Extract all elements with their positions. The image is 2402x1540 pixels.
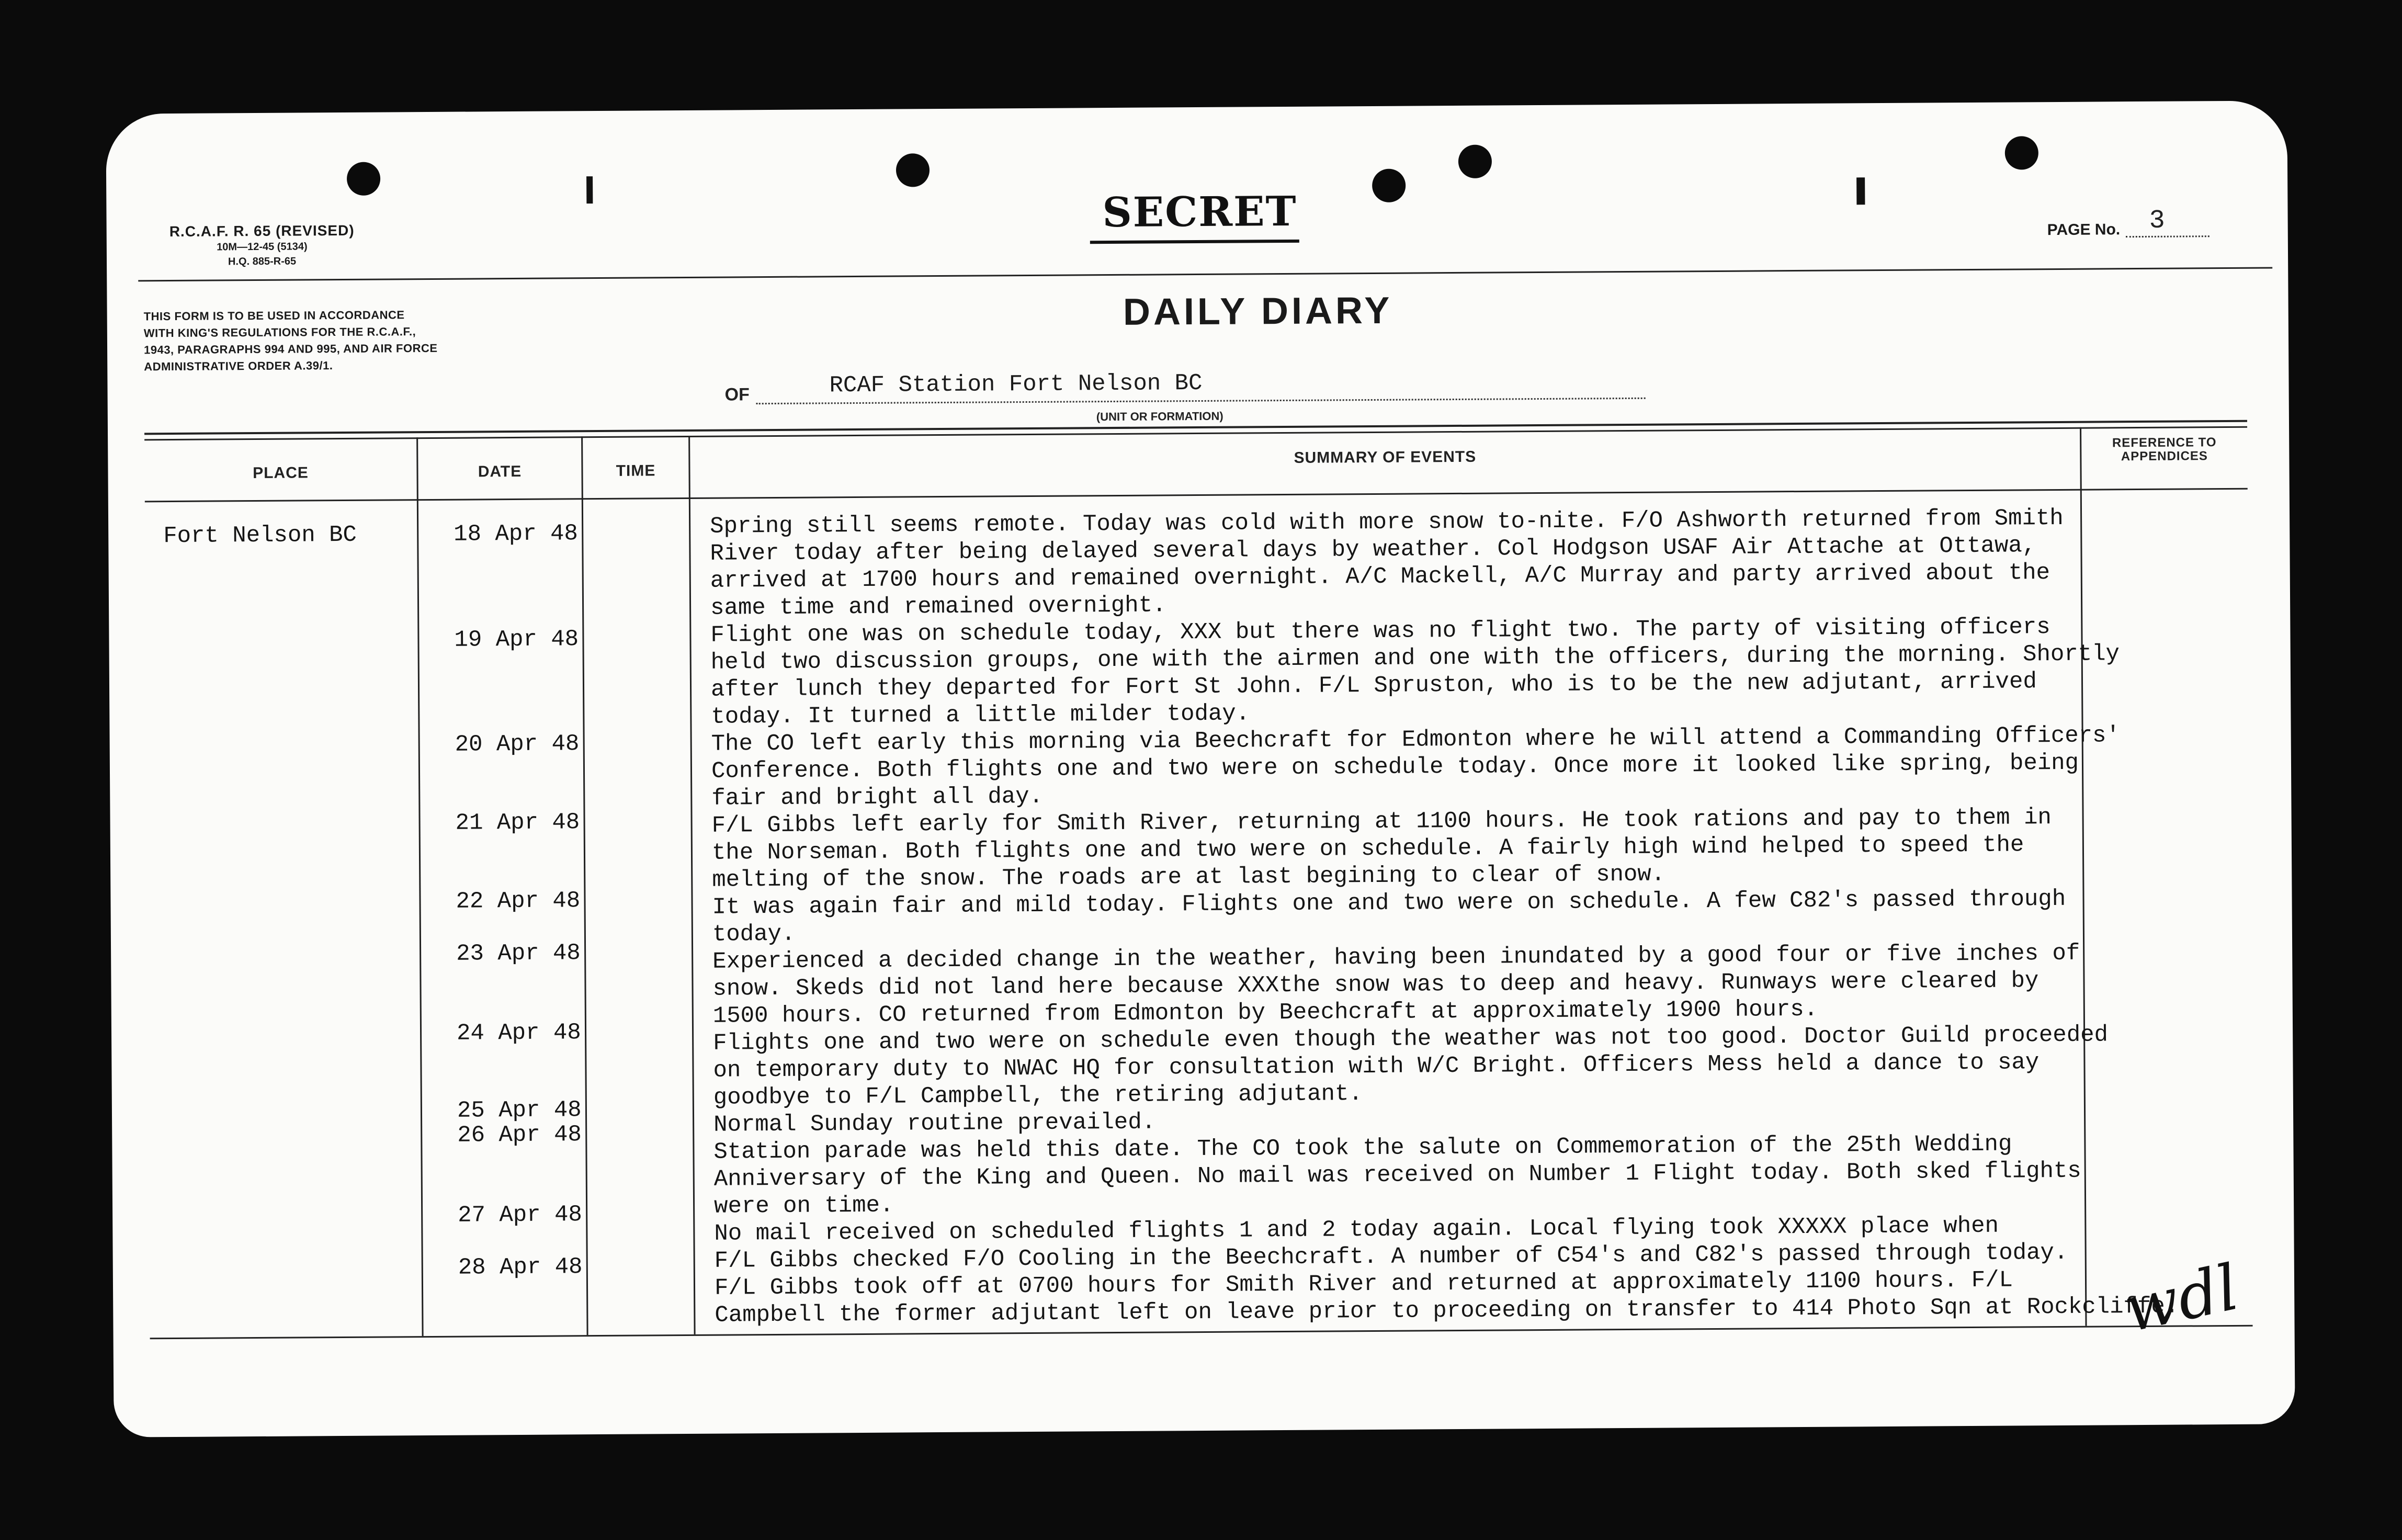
- date-cell: 25 Apr 48: [457, 1097, 582, 1124]
- binder-mark: [586, 176, 593, 203]
- summary-line: on temporary duty to NWAC HQ for consultation with W/C Bright. Officers Mess held a dance to say: [713, 1049, 2040, 1084]
- regulations-line: WITH KING'S REGULATIONS FOR THE R.C.A.F.,: [143, 325, 416, 340]
- date-cell: 18 Apr 48: [454, 520, 579, 548]
- date-cell: 19 Apr 48: [454, 626, 579, 653]
- column-header-reference-line: APPENDICES: [2121, 449, 2208, 464]
- diary-title: DAILY DIARY: [1123, 289, 1393, 333]
- column-separator: [416, 437, 423, 1336]
- regulations-line: ADMINISTRATIVE ORDER A.39/1.: [144, 359, 333, 373]
- summary-line: Flights one and two were on schedule even though the weather was not too good. Doctor Guild proceeded: [713, 1022, 2109, 1057]
- regulations-note: [144, 306, 542, 376]
- summary-line: 1500 hours. CO returned from Edmonton by Beechcraft at approximately 1900 hours.: [712, 996, 1818, 1029]
- column-header-place: PLACE: [253, 464, 309, 482]
- date-cell: 24 Apr 48: [456, 1020, 581, 1047]
- column-header-reference: [2081, 436, 2247, 464]
- summary-line: F/L Gibbs checked F/O Cooling in the Beechcraft. A number of C54's and C82's passed through today.: [714, 1239, 2068, 1274]
- summary-line: snow. Skeds did not land here because XXXthe snow was to deep and heavy. Runways were cleared by: [712, 968, 2039, 1002]
- regulations-line: 1943, PARAGRAPHS 994 AND 995, AND AIR FORCE: [143, 341, 438, 357]
- date-cell: 20 Apr 48: [455, 731, 580, 758]
- handwritten-initials: wdl: [2117, 1251, 2245, 1347]
- unit-name: RCAF Station Fort Nelson BC: [829, 370, 1203, 399]
- header-rule: [138, 267, 2272, 281]
- form-code: [157, 222, 367, 269]
- date-cell: 23 Apr 48: [456, 940, 581, 967]
- summary-line: Spring still seems remote. Today was cold with more snow to-nite. F/O Ashworth returned from Smith: [709, 505, 2064, 540]
- column-separator: [581, 436, 588, 1335]
- punch-hole: [1372, 169, 1406, 202]
- summary-line: F/L Gibbs took off at 0700 hours for Smith River and returned at approximately 1100 hours. F/L: [714, 1267, 2013, 1301]
- binder-mark: [1856, 177, 1865, 205]
- summary-line: River today after being delayed several days by weather. Col Hodgson USAF Air Attache at Ottawa,: [710, 533, 2036, 567]
- summary-line: Conference. Both flights one and two were on schedule today. Once more it looked like spring, being: [711, 750, 2079, 785]
- form-code-line: R.C.A.F. R. 65 (REVISED): [169, 222, 355, 240]
- summary-line: Campbell the former adjutant left on leave prior to proceeding on transfer to 414 Photo Sqn at Rockcliffe.: [715, 1293, 2179, 1329]
- punch-hole: [347, 162, 380, 196]
- form-code-line: 10M—12-45 (5134): [217, 241, 308, 253]
- table-bottom-rule: [150, 1325, 2253, 1340]
- regulations-line: THIS FORM IS TO BE USED IN ACCORDANCE: [143, 308, 405, 323]
- page-number-value: 3: [2149, 206, 2165, 236]
- summary-line: Flight one was on schedule today, XXX but there was no flight two. The party of visiting officers: [710, 614, 2050, 649]
- summary-line: Anniversary of the King and Queen. No mail was received on Number 1 Flight today. Both sked flights: [713, 1158, 2081, 1193]
- summary-line: F/L Gibbs left early for Smith River, returning at 1100 hours. He took rations and pay to them in: [711, 805, 2052, 839]
- summary-line: held two discussion groups, one with the airmen and one with the officers, during the morning. Shortly: [710, 641, 2120, 676]
- summary-line: Normal Sunday routine prevailed.: [713, 1109, 1156, 1138]
- place-cell: Fort Nelson BC: [163, 522, 357, 550]
- page-number-line: [2126, 235, 2210, 237]
- punch-hole: [896, 153, 930, 187]
- diary-form-card: [106, 100, 2295, 1437]
- summary-line: after lunch they departed for Fort St John. F/L Spruston, who is to be the new adjutant, arrived: [710, 669, 2037, 703]
- column-header-reference-line: REFERENCE TO: [2112, 435, 2217, 450]
- summary-line: The CO left early this morning via Beechcraft for Edmonton where he will attend a Commanding Officers': [711, 722, 2121, 757]
- classification-underline: [1090, 240, 1299, 244]
- summary-line: today. It turned a little milder today.: [711, 700, 1250, 730]
- summary-line: same time and remained overnight.: [710, 592, 1166, 621]
- page-number-label: PAGE No.: [2047, 221, 2121, 239]
- summary-line: today.: [712, 921, 796, 948]
- form-code-line: H.Q. 885-R-65: [228, 255, 297, 268]
- summary-line: goodbye to F/L Campbell, the retiring adjutant.: [713, 1081, 1363, 1111]
- summary-line: No mail received on scheduled flights 1 and 2 today again. Local flying took XXXXX place when: [714, 1213, 1999, 1247]
- date-cell: 28 Apr 48: [458, 1254, 583, 1281]
- classification-stamp: SECRET: [1102, 187, 1297, 237]
- column-header-summary: SUMMARY OF EVENTS: [1294, 448, 1477, 467]
- summary-line: were on time.: [713, 1192, 894, 1220]
- summary-line: Station parade was held this date. The CO took the salute on Commemoration of the 25th Wedding: [713, 1131, 2012, 1165]
- summary-of-events: [710, 504, 2179, 1329]
- date-cell: 21 Apr 48: [455, 809, 580, 836]
- date-cell: 26 Apr 48: [457, 1122, 582, 1149]
- summary-line: melting of the snow. The roads are at last begining to clear of snow.: [712, 861, 1665, 893]
- summary-line: Experienced a decided change in the weather, having been inundated by a good four or five inches of: [712, 940, 2080, 975]
- unit-caption: (UNIT OR FORMATION): [1096, 409, 1223, 424]
- column-header-time: TIME: [616, 462, 656, 480]
- unit-of-label: OF: [724, 384, 750, 405]
- column-separator: [688, 436, 695, 1334]
- unit-dotted-line: [756, 398, 1646, 404]
- punch-hole: [1458, 145, 1492, 178]
- summary-line: It was again fair and mild today. Flights one and two were on schedule. A few C82's passed through: [712, 886, 2066, 921]
- date-cell: 22 Apr 48: [456, 888, 581, 915]
- summary-line: fair and bright all day.: [711, 783, 1044, 812]
- summary-line: the Norseman. Both flights one and two were on schedule. A fairly high wind helped to speed the: [711, 832, 2024, 866]
- column-header-date: DATE: [478, 462, 522, 481]
- punch-hole: [2005, 136, 2038, 169]
- date-cell: 27 Apr 48: [458, 1202, 582, 1229]
- column-header-rule: [145, 488, 2248, 503]
- summary-line: arrived at 1700 hours and remained overnight. A/C Mackell, A/C Murray and party arrived about the: [710, 560, 2050, 594]
